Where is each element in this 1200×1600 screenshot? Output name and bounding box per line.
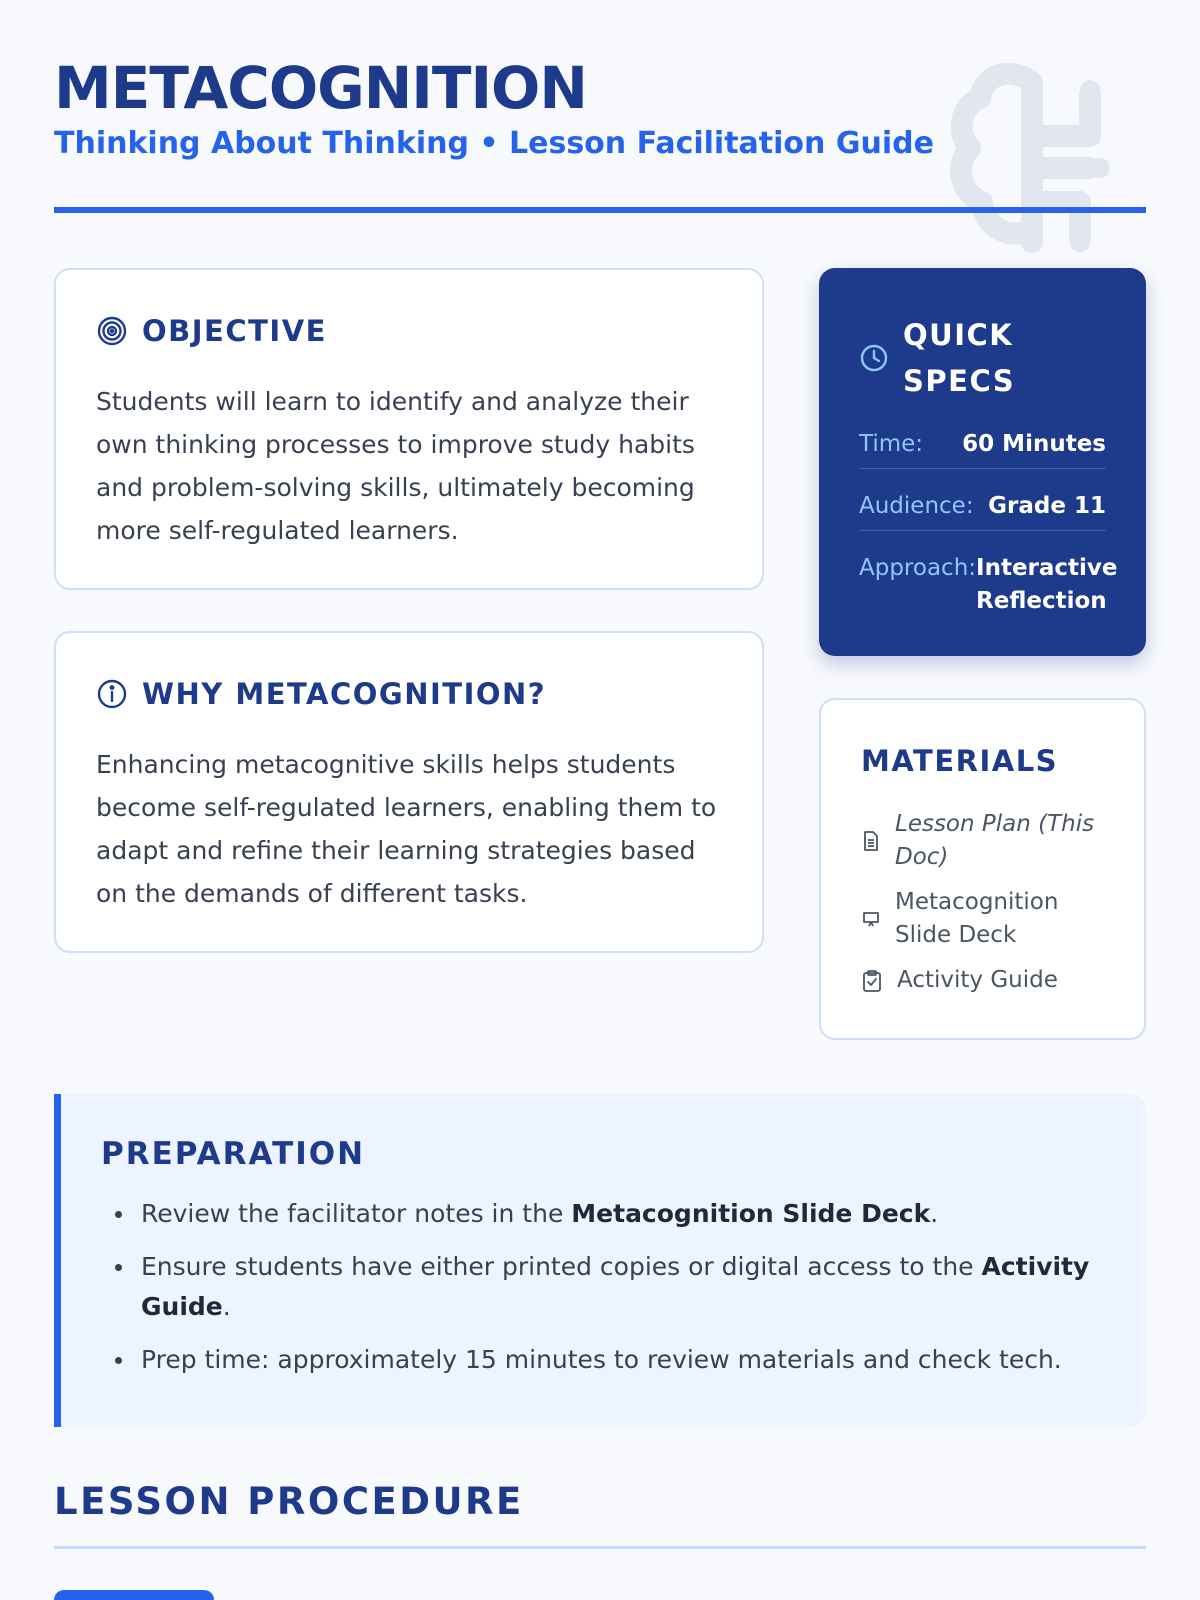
page-title: METACOGNITION <box>54 54 587 122</box>
material-item[interactable] <box>861 964 1111 997</box>
lesson-procedure-heading: LESSON PROCEDURE <box>54 1480 524 1523</box>
clipboard-check-icon <box>861 969 883 993</box>
prep-text: Review the facilitator notes in the <box>141 1199 572 1228</box>
lesson-procedure-divider <box>54 1546 1146 1549</box>
header <box>54 0 1146 214</box>
quick-specs-heading <box>859 312 1033 404</box>
prep-text-end: . <box>930 1199 939 1228</box>
materials-card <box>819 698 1146 1040</box>
spec-label: Approach: <box>859 555 977 581</box>
spec-value: 60 Minutes <box>962 431 1106 457</box>
presentation-icon <box>861 908 881 930</box>
brain-circuit-icon <box>940 52 1140 262</box>
material-item[interactable] <box>861 886 1111 952</box>
material-label: Activity Guide <box>897 967 1058 993</box>
list-item <box>101 1194 1101 1234</box>
spec-value: Grade 11 <box>988 493 1106 519</box>
lesson-guide-page <box>54 0 1146 1600</box>
spec-row-approach <box>859 552 1118 618</box>
step-tab <box>54 1590 214 1600</box>
target-icon <box>96 315 128 347</box>
objective-card <box>54 268 764 590</box>
preparation-list <box>101 1194 1101 1393</box>
prep-emphasis: Metacognition Slide Deck <box>571 1199 931 1228</box>
prep-text: Prep time: approximately 15 minutes to review materials and check tech. <box>141 1345 1062 1374</box>
why-heading <box>96 677 546 711</box>
material-label: Lesson Plan (This Doc) <box>895 811 1095 870</box>
prep-text: Ensure students have either printed copies or digital access to the <box>141 1252 982 1281</box>
spec-label: Audience: <box>859 493 974 519</box>
list-item <box>101 1247 1101 1327</box>
header-divider <box>54 207 1146 213</box>
prep-text-end: . <box>222 1292 231 1321</box>
spec-divider <box>859 468 1106 469</box>
list-item <box>101 1340 1101 1380</box>
objective-heading <box>96 314 327 348</box>
spec-divider <box>859 530 1106 531</box>
clock-icon <box>859 343 889 373</box>
materials-heading: MATERIALS <box>861 744 1059 778</box>
page-subtitle: Thinking About Thinking • Lesson Facilitation Guide <box>54 126 934 161</box>
preparation-panel <box>54 1094 1146 1427</box>
quick-specs-card <box>819 268 1146 656</box>
objective-text: Students will learn to identify and analyze their own thinking processes to improve study habits and problem-solving skills, ultimately becoming more self-regulated learners. <box>96 387 695 545</box>
spec-value: Interactive Reflection <box>976 555 1118 614</box>
spec-row-audience <box>859 490 1106 523</box>
material-label: Metacognition Slide Deck <box>895 889 1059 948</box>
why-card <box>54 631 764 953</box>
quick-specs-title: QUICK SPECS <box>903 318 1016 398</box>
document-icon <box>861 830 881 852</box>
spec-label: Time: <box>859 431 924 457</box>
info-icon <box>96 678 128 710</box>
why-text: Enhancing metacognitive skills helps students become self-regulated learners, enabling them to adapt and refine their learning strategies based on the demands of different tasks. <box>96 750 717 908</box>
preparation-heading: PREPARATION <box>101 1136 366 1172</box>
material-item[interactable] <box>861 808 1111 874</box>
objective-heading-label: OBJECTIVE <box>142 314 327 348</box>
prep-emphasis: Activity Guide <box>141 1252 1090 1321</box>
spec-row-time <box>859 428 1106 461</box>
why-heading-label: WHY METACOGNITION? <box>142 677 547 711</box>
